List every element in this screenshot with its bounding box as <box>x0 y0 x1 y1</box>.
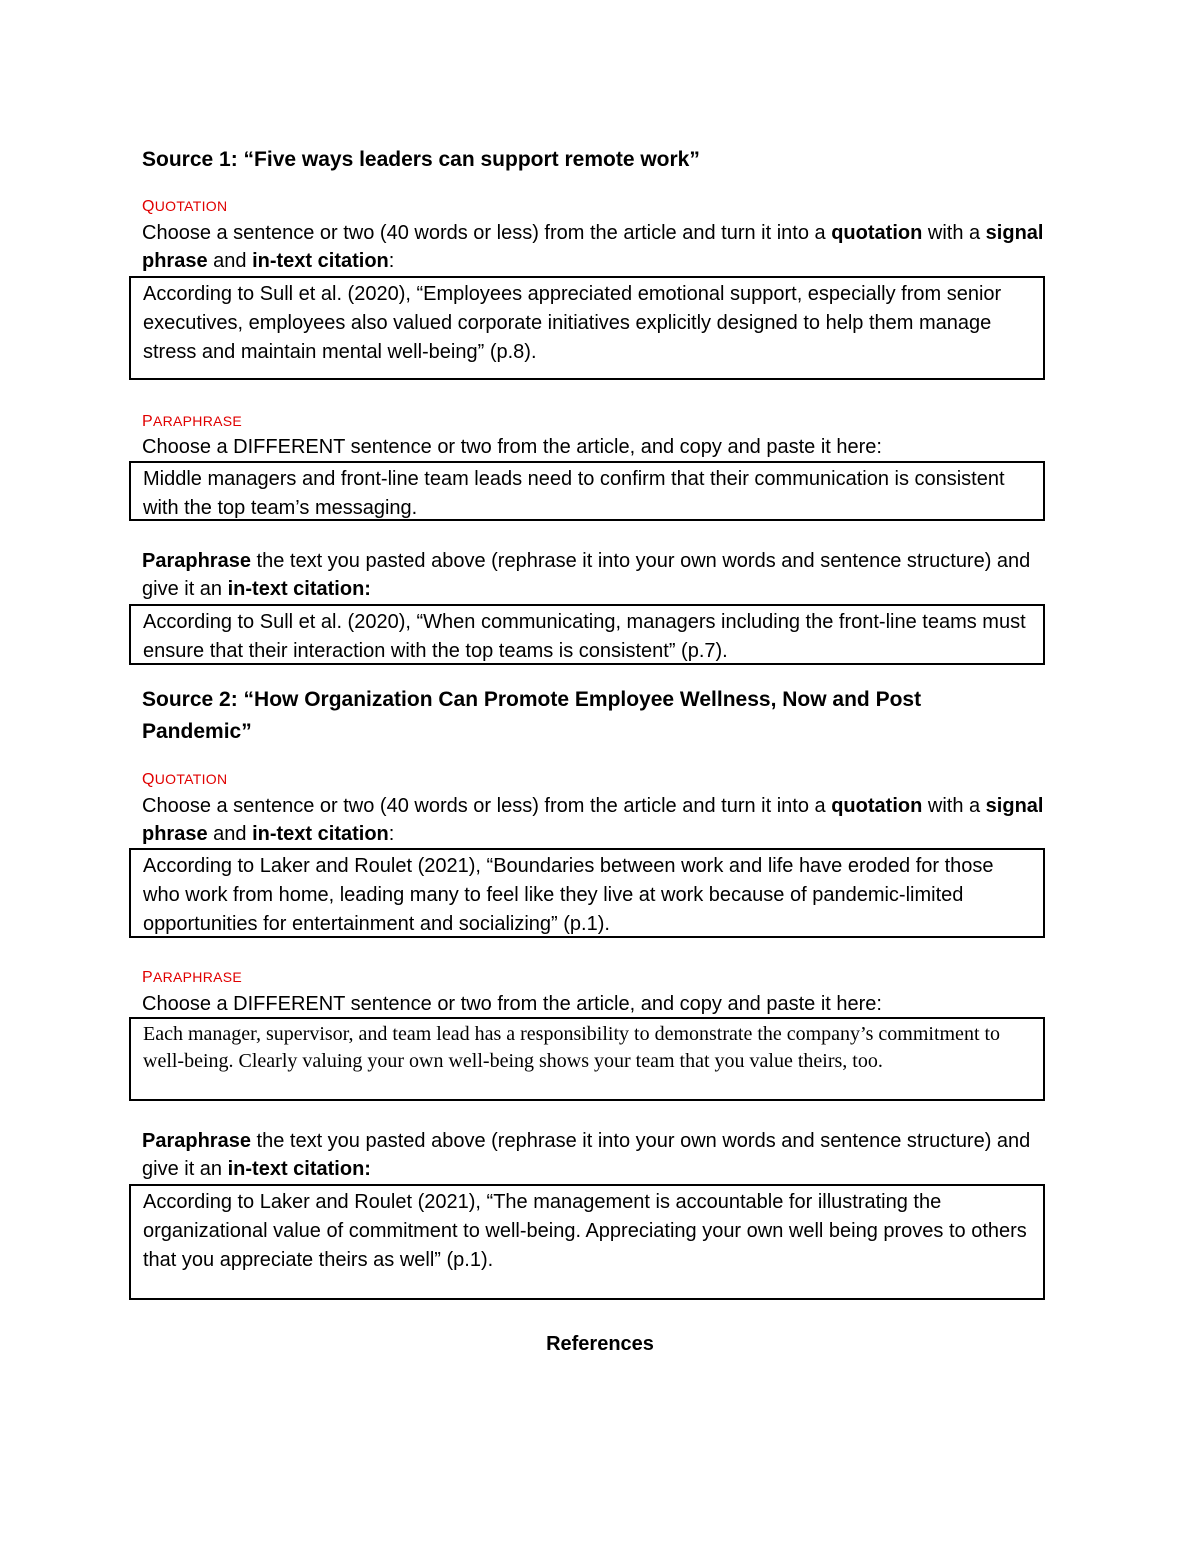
source2-quotation-label: QUOTATION <box>142 771 228 788</box>
source1-quotation-answer-box[interactable]: According to Sull et al. (2020), “Employees appreciated emotional support, especially from senior executives, employees also valued corporate initiatives explicitly designed to help them manage stress and maintain mental well-being” (p.8). <box>129 276 1045 380</box>
source1-paraphrase-label: PARAPHRASE <box>142 413 243 430</box>
source1-heading: Source 1: “Five ways leaders can support remote work” <box>142 148 700 171</box>
references-heading: References <box>546 1333 654 1355</box>
source2-quotation-instructions: Choose a sentence or two (40 words or less) from the article and turn it into a quotation with a signal phrase and in-text citation: <box>142 795 1044 845</box>
source2-pasted-text-box[interactable]: Each manager, supervisor, and team lead has a responsibility to demonstrate the company’s commitment to well-being. Clearly valuing your own well-being shows your team that you value theirs, too. <box>129 1017 1045 1101</box>
source2-heading: Source 2: “How Organization Can Promote Employee Wellness, Now and Post Pandemic” <box>142 688 922 743</box>
source2-paraphrase-label: PARAPHRASE <box>142 969 243 986</box>
source2-paraphrase-answer-box[interactable]: According to Laker and Roulet (2021), “The management is accountable for illustrating the organizational value of commitment to well-being. Appreciating your own well being proves to others that you appreciate theirs as well” (p.1). <box>129 1184 1045 1300</box>
source1-paraphrase-answer-box[interactable]: According to Sull et al. (2020), “When communicating, managers including the front-line teams must ensure that their interaction with the top teams is consistent” (p.7). <box>129 604 1045 665</box>
source2-copy-instructions: Choose a DIFFERENT sentence or two from the article, and copy and paste it here: <box>142 993 882 1015</box>
source2-quotation-answer-box[interactable]: According to Laker and Roulet (2021), “Boundaries between work and life have eroded for those who work from home, leading many to feel like they live at work because of pandemic-limited opportunities for entertainment and socializing” (p.1). <box>129 848 1045 938</box>
source1-quotation-instructions: Choose a sentence or two (40 words or less) from the article and turn it into a quotation with a signal phrase and in-text citation: <box>142 222 1044 272</box>
source1-paraphrase-instructions: Paraphrase the text you pasted above (rephrase it into your own words and sentence structure) and give it an in-text citation: <box>142 550 1031 600</box>
source1-quotation-label: QUOTATION <box>142 198 228 215</box>
source1-pasted-text-box[interactable]: Middle managers and front-line team leads need to confirm that their communication is consistent with the top team’s messaging. <box>129 461 1045 521</box>
source2-paraphrase-instructions: Paraphrase the text you pasted above (rephrase it into your own words and sentence structure) and give it an in-text citation: <box>142 1130 1031 1180</box>
source1-copy-instructions: Choose a DIFFERENT sentence or two from the article, and copy and paste it here: <box>142 436 882 458</box>
